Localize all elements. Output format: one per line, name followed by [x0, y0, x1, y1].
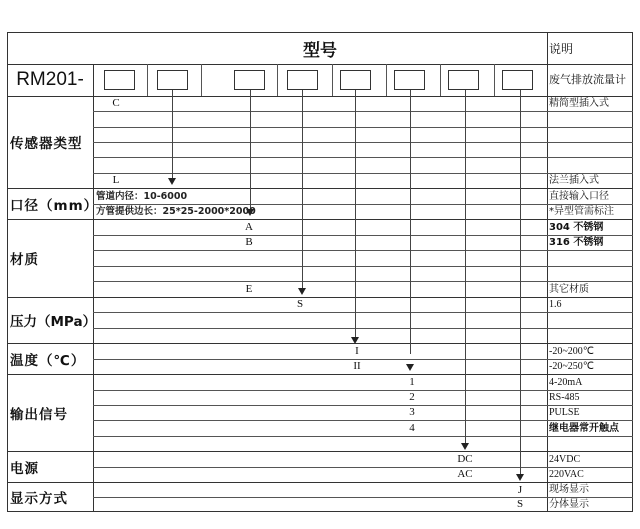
arrow-down-icon [351, 337, 359, 344]
code-temp-i: I [355, 345, 359, 357]
divider [386, 64, 387, 96]
model-description: 废气排放流量计 [549, 73, 626, 86]
desc-temp-i: -20~200℃ [549, 346, 594, 357]
divider [7, 451, 633, 452]
desc-output-1: 4-20mA [549, 377, 583, 388]
code-material-a: A [245, 221, 253, 233]
arrow-down-icon [298, 288, 306, 295]
code-slot-4[interactable] [287, 70, 318, 90]
category-diameter: 口径（mm） [10, 197, 99, 214]
divider [93, 436, 633, 437]
desc-material-a: 304 不锈钢 [549, 222, 604, 233]
label-column-divider [93, 64, 94, 512]
arrow-down-icon [516, 474, 524, 481]
divider [332, 64, 333, 96]
code-output-4: 4 [409, 422, 415, 434]
arrow-down-icon [461, 443, 469, 450]
description-column-divider [547, 32, 548, 512]
code-material-b: B [245, 236, 253, 248]
desc-sensor-l: 法兰插入式 [549, 175, 599, 186]
divider [7, 64, 633, 65]
divider [201, 64, 202, 96]
code-material-e: E [245, 283, 253, 295]
code-pressure-s: S [296, 298, 304, 310]
code-slot-7[interactable] [448, 70, 479, 90]
divider [7, 343, 633, 344]
selector-line-7 [520, 90, 521, 474]
code-output-3: 3 [409, 406, 415, 418]
selector-line-1 [172, 90, 173, 180]
desc-display-s: 分体显示 [549, 499, 589, 510]
category-power: 电源 [10, 460, 39, 477]
code-output-2: 2 [409, 391, 415, 403]
divider [93, 142, 633, 143]
code-display-j: J [517, 484, 523, 496]
model-prefix: RM201- [16, 69, 84, 90]
code-temp-ii: II [353, 360, 361, 372]
divider [147, 64, 148, 96]
selector-line-5 [410, 90, 411, 354]
divider [93, 266, 633, 267]
code-slot-6[interactable] [394, 70, 425, 90]
divider [7, 219, 633, 220]
divider [7, 482, 633, 483]
desc-power-ac: 220VAC [549, 469, 584, 480]
desc-pressure-s: 1.6 [549, 299, 562, 310]
divider [93, 157, 633, 158]
category-pressure: 压力（MPa） [10, 314, 97, 330]
divider [93, 127, 633, 128]
code-slot-2[interactable] [157, 70, 188, 90]
arrow-down-icon [406, 364, 414, 371]
code-slot-5[interactable] [340, 70, 371, 90]
desc-diameter-direct: 直接输入口径 [549, 191, 609, 202]
desc-material-e: 其它材质 [549, 284, 589, 295]
category-display-mode: 显示方式 [10, 491, 68, 507]
desc-output-2: RS-485 [549, 392, 580, 403]
divider [93, 328, 633, 329]
divider [7, 374, 633, 375]
divider [494, 64, 495, 96]
divider [7, 297, 633, 298]
desc-material-b: 316 不锈钢 [549, 237, 604, 248]
code-slot-1[interactable] [104, 70, 135, 90]
code-slot-8[interactable] [502, 70, 533, 90]
selector-line-2 [250, 90, 251, 211]
diameter-square-pipe: 方管提供边长：25*25-2000*2000 [96, 206, 256, 217]
category-sensor-type: 传感器类型 [10, 136, 83, 152]
desc-output-4: 继电器常开触点 [549, 423, 619, 434]
arrow-down-icon [168, 178, 176, 185]
selector-line-6 [465, 90, 466, 443]
code-power-ac: AC [457, 468, 473, 480]
divider [7, 96, 633, 97]
divider [440, 64, 441, 96]
desc-display-j: 现场显示 [549, 484, 589, 495]
code-display-s: S [516, 498, 524, 510]
desc-sensor-c: 精简型插入式 [549, 98, 609, 109]
category-material: 材质 [10, 252, 39, 268]
desc-output-3: PULSE [549, 407, 580, 418]
code-sensor-c: C [112, 97, 120, 109]
code-sensor-l: L [112, 174, 120, 186]
header-description-title: 说明 [549, 41, 574, 56]
divider [277, 64, 278, 96]
desc-diameter-irregular: *异型管需标注 [549, 206, 614, 217]
header-model-title: 型号 [303, 40, 337, 61]
category-temperature: 温度（℃） [10, 352, 86, 369]
diameter-pipe-inner: 管道内径：10-6000 [96, 191, 188, 202]
divider [93, 250, 633, 251]
code-slot-3[interactable] [234, 70, 265, 90]
desc-temp-ii: -20~250℃ [549, 361, 594, 372]
code-output-1: 1 [409, 376, 415, 388]
selector-line-4 [355, 90, 356, 339]
model-selection-table [7, 32, 633, 512]
selector-line-3 [302, 90, 303, 290]
divider [93, 111, 633, 112]
divider [93, 312, 633, 313]
desc-power-dc: 24VDC [549, 454, 581, 465]
category-output-signal: 输出信号 [10, 406, 68, 423]
code-power-dc: DC [457, 453, 473, 465]
